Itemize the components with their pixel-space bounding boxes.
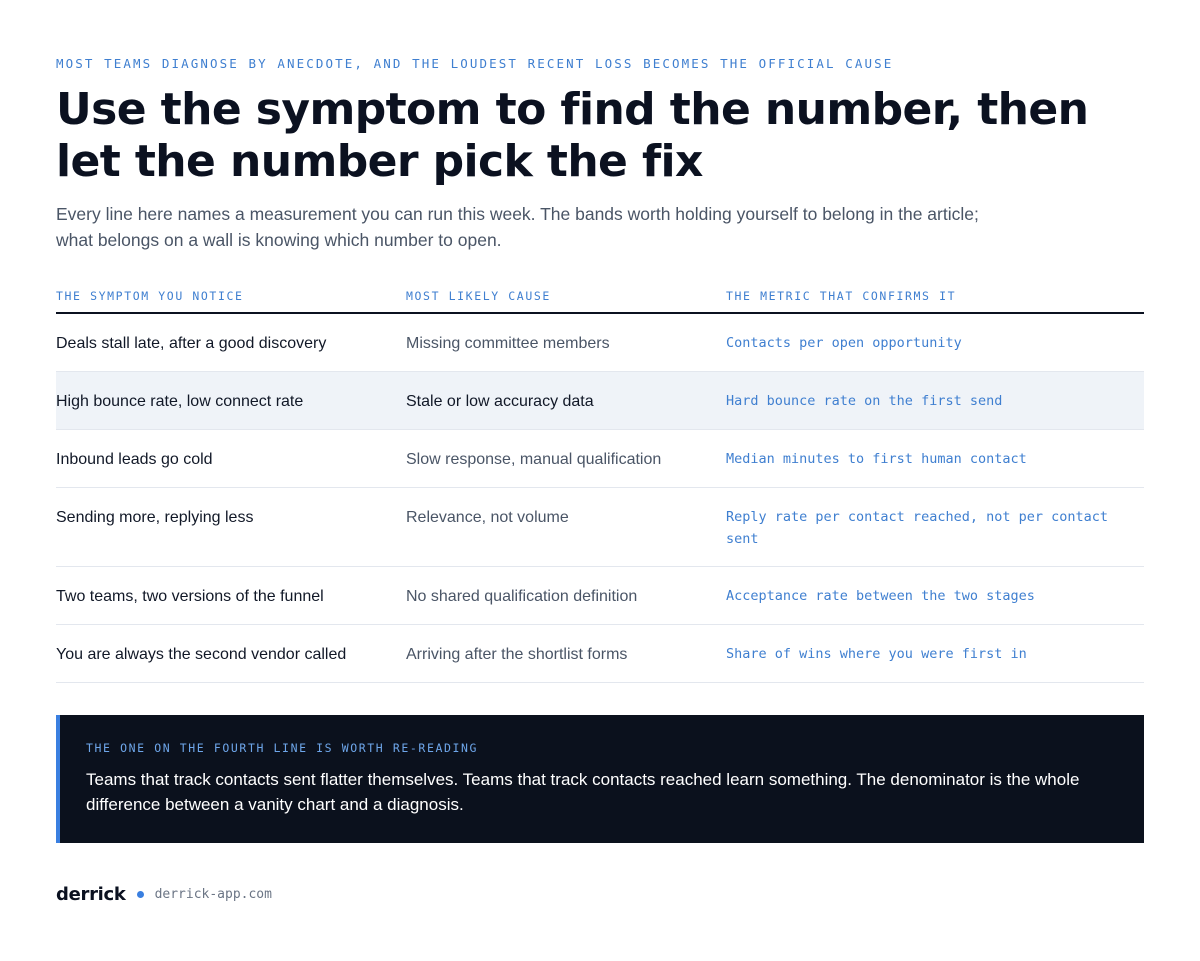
metric-cell: Hard bounce rate on the first send — [726, 393, 1003, 409]
cause-cell: Missing committee members — [406, 335, 610, 352]
page-title: Use the symptom to find the number, then let the number pick the fix — [56, 84, 1089, 187]
cause-cell: Arriving after the shortlist forms — [406, 646, 628, 663]
cause-cell: Slow response, manual qualification — [406, 451, 662, 468]
callout-label: THE ONE ON THE FOURTH LINE IS WORTH RE-READING — [86, 741, 479, 755]
cause-cell: Relevance, not volume — [406, 509, 569, 526]
metric-cell: Acceptance rate between the two stages — [726, 588, 1035, 604]
header-symptom: THE SYMPTOM YOU NOTICE — [56, 289, 244, 303]
page-subtitle: Every line here names a measurement you can run this week. The bands worth holding yourself to belong in the article; what belongs on a wall is knowing which number to open. — [56, 204, 979, 250]
header-metric: THE METRIC THAT CONFIRMS IT — [726, 289, 957, 303]
eyebrow: MOST TEAMS DIAGNOSE BY ANECDOTE, AND THE LOUDEST RECENT LOSS BECOMES THE OFFICIAL CAUSE — [56, 56, 894, 71]
symptom-cell: Deals stall late, after a good discovery — [56, 335, 327, 352]
table-row — [56, 314, 1144, 372]
brand-logo: derrick — [56, 883, 126, 905]
table-row — [56, 567, 1144, 625]
table-row — [56, 430, 1144, 488]
symptom-cell: Sending more, replying less — [56, 509, 254, 526]
metric-cell: Reply rate per contact reached, not per contact sent — [726, 509, 1109, 547]
callout-text: Teams that track contacts sent flatter themselves. Teams that track contacts reached learn something. The denominator is the whole difference between a vanity chart and a diagnosis. — [86, 770, 1080, 814]
metric-cell: Contacts per open opportunity — [726, 335, 962, 351]
table-header — [56, 280, 1144, 314]
symptom-cell: Two teams, two versions of the funnel — [56, 588, 324, 605]
symptom-cell: Inbound leads go cold — [56, 451, 213, 468]
metric-cell: Median minutes to first human contact — [726, 451, 1027, 467]
cause-cell: Stale or low accuracy data — [406, 393, 594, 410]
separator-dot-icon — [137, 891, 144, 898]
footer — [56, 882, 272, 906]
header-cause: MOST LIKELY CAUSE — [406, 289, 551, 303]
table-row — [56, 488, 1144, 567]
symptom-cell: You are always the second vendor called — [56, 646, 347, 663]
table-row — [56, 625, 1144, 683]
cause-cell: No shared qualification definition — [406, 588, 638, 605]
footer-domain: derrick-app.com — [154, 886, 272, 902]
symptom-cell: High bounce rate, low connect rate — [56, 393, 304, 410]
table-row — [56, 372, 1144, 430]
callout-box — [56, 715, 1144, 843]
metric-cell: Share of wins where you were first in — [726, 646, 1027, 662]
diagnosis-table — [56, 280, 1144, 683]
